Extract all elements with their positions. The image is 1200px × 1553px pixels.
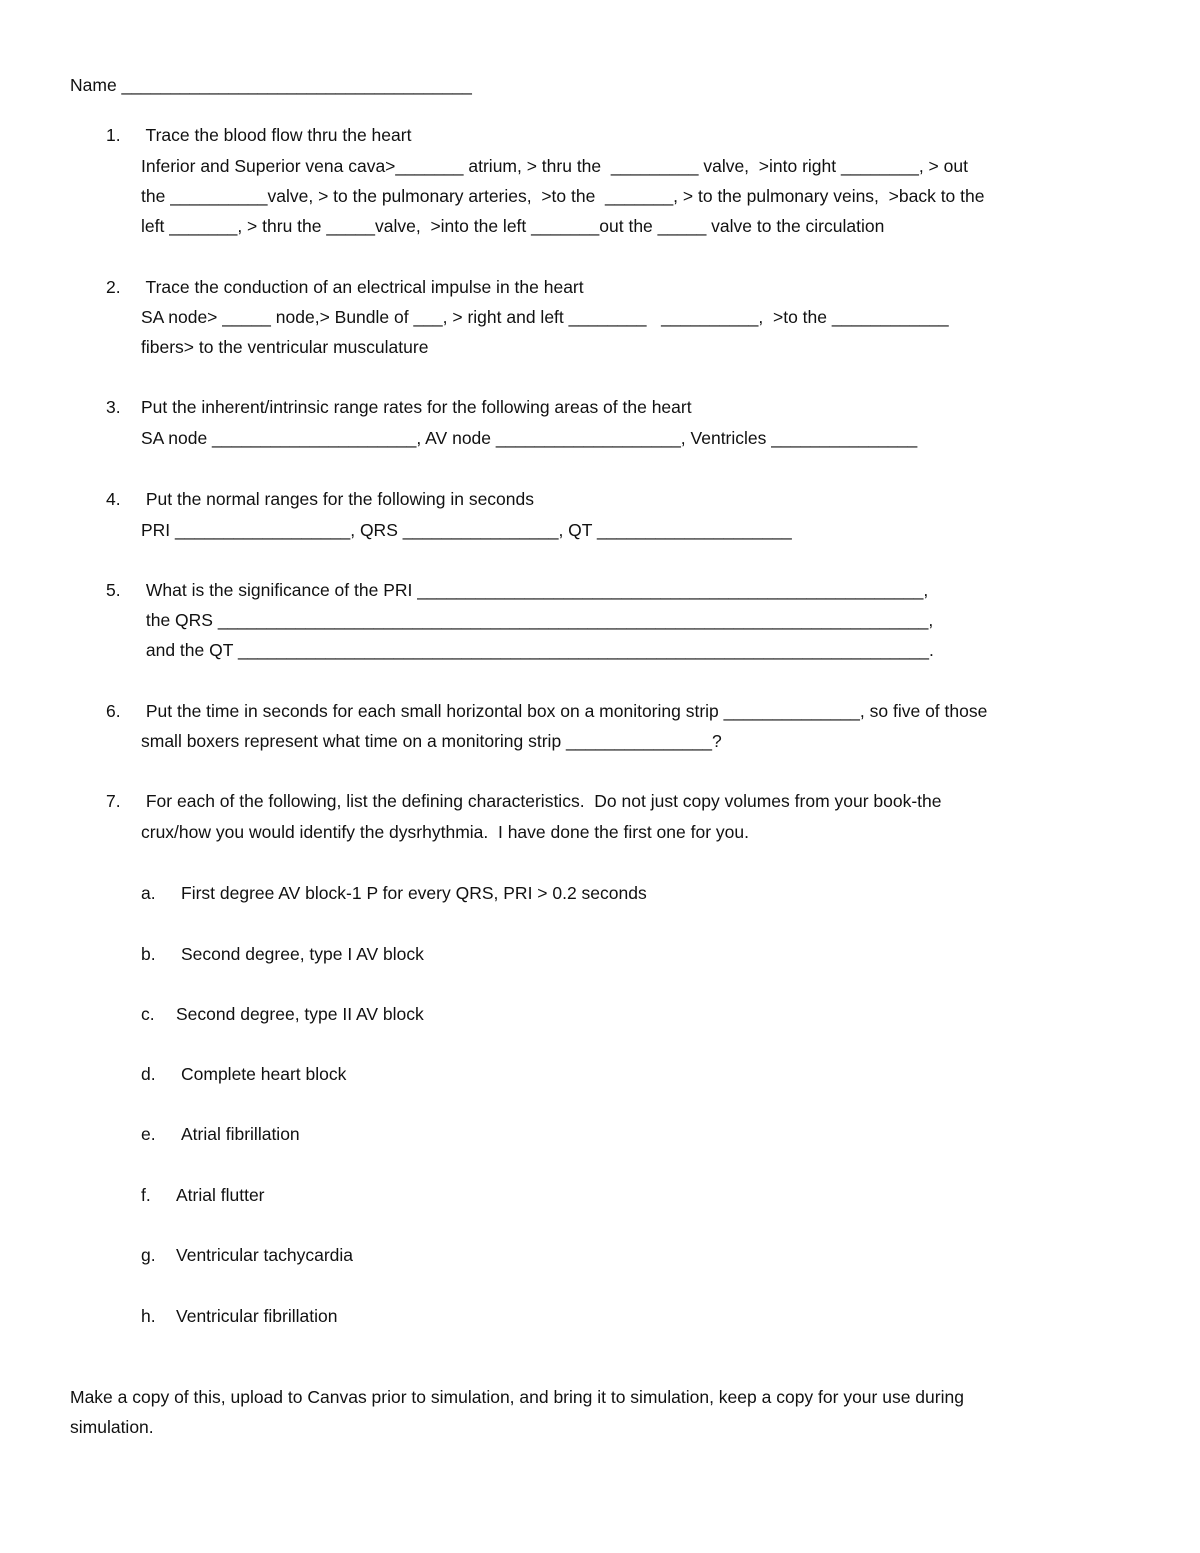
question-text: and the QT _______________________________________________________________________.: [141, 640, 934, 660]
question-number: 3.: [106, 397, 121, 417]
question-text: fibers> to the ventricular musculature: [141, 337, 429, 357]
question-text: Trace the conduction of an electrical impulse in the heart: [141, 277, 584, 297]
question-number: 4.: [106, 489, 121, 509]
sub-item-letter: f.: [141, 1185, 151, 1205]
name-line: Name ____________________________________: [70, 75, 472, 95]
question-text: Put the time in seconds for each small horizontal box on a monitoring strip ______________, so five of those: [141, 701, 988, 721]
question-text: Inferior and Superior vena cava>_______ atrium, > thru the _________ valve, >into right ________, > out: [141, 156, 968, 176]
sub-item-text: Complete heart block: [181, 1064, 347, 1084]
sub-item-text: Second degree, type II AV block: [176, 1004, 424, 1024]
sub-item-letter: b.: [141, 944, 156, 964]
question-text: Put the normal ranges for the following in seconds: [141, 489, 534, 509]
question-text: the QRS _________________________________________________________________________,: [141, 610, 934, 630]
sub-item-letter: a.: [141, 883, 156, 903]
sub-item-text: Ventricular tachycardia: [176, 1245, 354, 1265]
sub-item-text: Ventricular fibrillation: [176, 1306, 338, 1326]
question-text: crux/how you would identify the dysrhythmia. I have done the first one for you.: [141, 822, 749, 842]
sub-item-letter: e.: [141, 1124, 156, 1144]
sub-item-letter: d.: [141, 1064, 156, 1084]
sub-item-letter: g.: [141, 1245, 156, 1265]
question-text: Trace the blood flow thru the heart: [141, 125, 412, 145]
sub-item-text: Atrial flutter: [176, 1185, 265, 1205]
question-number: 5.: [106, 580, 121, 600]
question-text: For each of the following, list the defining characteristics. Do not just copy volumes from your book-the: [141, 791, 942, 811]
question-text: SA node _____________________, AV node ___________________, Ventricles _______________: [141, 428, 918, 448]
question-text: What is the significance of the PRI ____________________________________________________,: [141, 580, 929, 600]
question-number: 2.: [106, 277, 121, 297]
sub-item-letter: h.: [141, 1306, 156, 1326]
footer-line: simulation.: [70, 1417, 154, 1437]
footer-line: Make a copy of this, upload to Canvas prior to simulation, and bring it to simulation, keep a copy for your use during: [70, 1387, 964, 1407]
question-number: 7.: [106, 791, 121, 811]
sub-item-text: Atrial fibrillation: [181, 1124, 300, 1144]
question-number: 1.: [106, 125, 121, 145]
sub-item-letter: c.: [141, 1004, 155, 1024]
sub-item-text: First degree AV block-1 P for every QRS, PRI > 0.2 seconds: [181, 883, 647, 903]
sub-item-text: Second degree, type I AV block: [181, 944, 424, 964]
question-number: 6.: [106, 701, 121, 721]
question-text: left _______, > thru the _____valve, >into the left _______out the _____ valve to the circulation: [141, 216, 885, 236]
question-text: SA node> _____ node,> Bundle of ___, > right and left ________ __________, >to the ____________: [141, 307, 949, 327]
question-text: the __________valve, > to the pulmonary arteries, >to the _______, > to the pulmonary veins, >back to the: [141, 186, 985, 206]
question-text: small boxers represent what time on a monitoring strip _______________?: [141, 731, 722, 751]
question-text: PRI __________________, QRS ________________, QT ____________________: [141, 520, 792, 540]
question-text: Put the inherent/intrinsic range rates for the following areas of the heart: [141, 397, 692, 417]
